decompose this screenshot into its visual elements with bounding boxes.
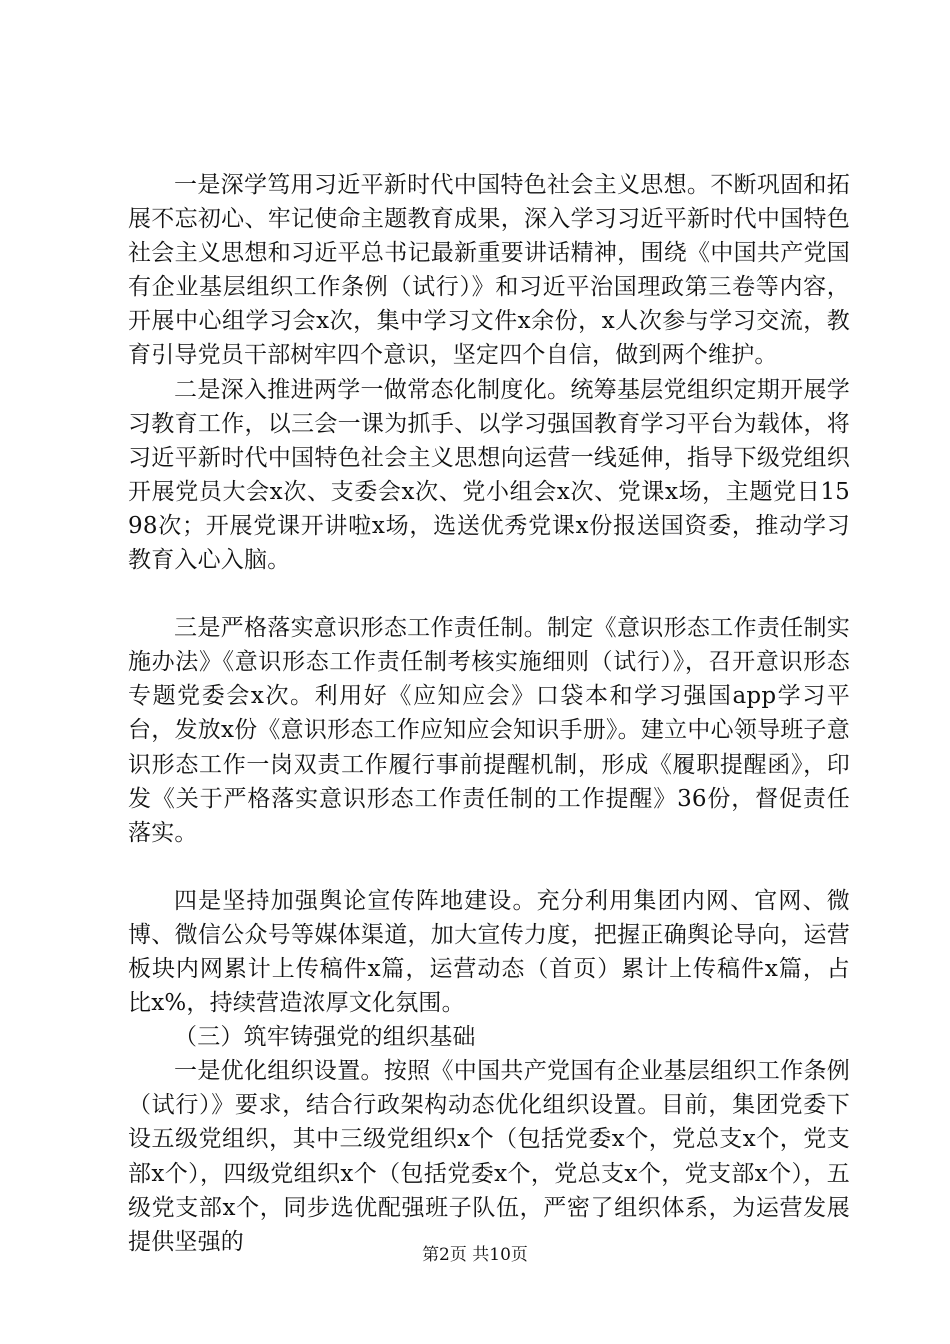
paragraph-publicity-position: 四是坚持加强舆论宣传阵地建设。充分利用集团内网、官网、微博、微信公众号等媒体渠道，加大宣传力度，把握正确舆论导向，运营板块内网累计上传稿件x篇，运营动态（首页）累计上传稿件x篇，占比x%，持续营造浓厚文化氛围。	[128, 887, 850, 1017]
paragraph-study-thought: 一是深学笃用习近平新时代中国特色社会主义思想。不断巩固和拓展不忘初心、牢记使命主题教育成果，深入学习习近平新时代中国特色社会主义思想和习近平总书记最新重要讲话精神，围绕《中国共产党国有企业基层组织工作条例（试行）》和习近平治国理政第三卷等内容，开展中心组学习会x次，集中学习文件x余份，x人次参与学习交流，教育引导党员干部树牢四个意识，坚定四个自信，做到两个维护。	[128, 172, 850, 369]
section-heading-organization: （三）筑牢铸强党的组织基础	[174, 1024, 476, 1051]
paragraph-two-studies: 二是深入推进两学一做常态化制度化。统筹基层党组织定期开展学习教育工作，以三会一课为抓手、以学习强国教育学习平台为载体，将习近平新时代中国特色社会主义思想向运营一线延伸，指导下级党组织开展党员大会x次、支委会x次、党小组会x次、党课x场，主题党日1598次；开展党课开讲啦x场，选送优秀党课x份报送国资委，推动学习教育入心入脑。	[128, 376, 850, 574]
page-footer: 第2页 共10页	[422, 1245, 528, 1265]
paragraph-optimize-organization: 一是优化组织设置。按照《中国共产党国有企业基层组织工作条例（试行）》要求，结合行政架构动态优化组织设置。目前，集团党委下设五级党组织，其中三级党组织x个（包括党委x个，党总支x个，党支部x个），四级党组织x个（包括党委x个，党总支x个，党支部x个），五级党支部x个，同步选优配强班子队伍，严密了组织体系，为运营发展提供坚强的	[128, 1058, 850, 1255]
paragraph-ideology-responsibility: 三是严格落实意识形态工作责任制。制定《意识形态工作责任制实施办法》《意识形态工作责任制考核实施细则（试行）》，召开意识形态专题党委会x次。利用好《应知应会》口袋本和学习强国app学习平台，发放x份《意识形态工作应知应会知识手册》。建立中心领导班子意识形态工作一岗双责工作履行事前提醒机制，形成《履职提醒函》，印发《关于严格落实意识形态工作责任制的工作提醒》36份，督促责任落实。	[128, 615, 850, 846]
document-body	[128, 168, 850, 1259]
